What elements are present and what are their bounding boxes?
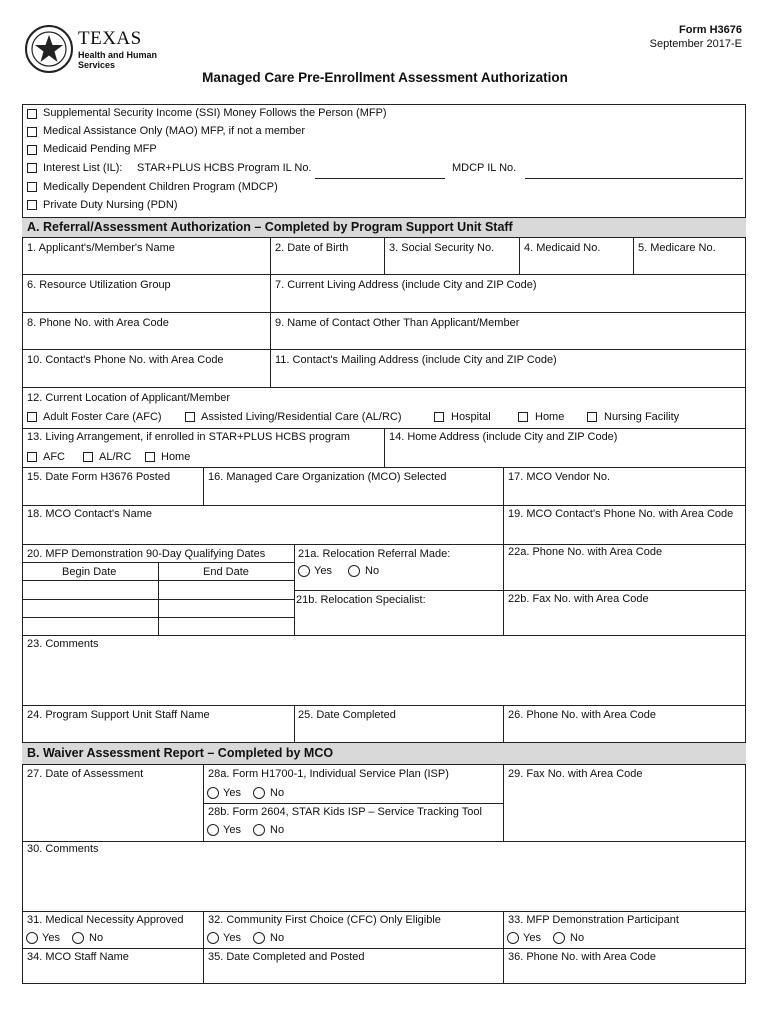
- page-title: Managed Care Pre-Enrollment Assessment Authorization: [202, 70, 568, 85]
- f21b-label: 21b. Relocation Specialist:: [296, 594, 426, 606]
- logo-texas-text: TEXAS: [78, 28, 142, 49]
- texas-seal-icon: [24, 24, 74, 74]
- current-address-field[interactable]: [270, 274, 746, 312]
- f31-label: 31. Medical Necessity Approved: [27, 914, 184, 926]
- f28a-label: 28a. Form H1700-1, Individual Service Plan (ISP): [208, 768, 449, 780]
- phone-field[interactable]: [22, 312, 270, 349]
- hhs-logo: [24, 24, 174, 74]
- form-number: Form H3676: [679, 24, 742, 36]
- comments-30-field[interactable]: [22, 841, 746, 911]
- radio-31-no[interactable]: [72, 932, 84, 944]
- f24-label: 24. Program Support Unit Staff Name: [27, 709, 210, 721]
- date-completed-field[interactable]: [294, 705, 503, 742]
- radio-33-yes[interactable]: [507, 932, 519, 944]
- f2-label: 2. Date of Birth: [275, 242, 349, 254]
- logo-sub-text-2: Services: [78, 60, 116, 70]
- mco-contact-name-field[interactable]: [22, 505, 503, 544]
- section-a-title: A. Referral/Assessment Authorization – Completed by Program Support Unit Staff: [27, 220, 513, 234]
- f26-label: 26. Phone No. with Area Code: [508, 709, 656, 721]
- f7-label: 7. Current Living Address (include City and ZIP Code): [275, 279, 537, 291]
- mdcp-label: Medically Dependent Children Program (MDCP): [43, 181, 278, 193]
- f5-label: 5. Medicare No.: [638, 242, 716, 254]
- f15-label: 15. Date Form H3676 Posted: [27, 471, 171, 483]
- rug-field[interactable]: [22, 274, 270, 312]
- mco-vendor-field[interactable]: [503, 467, 746, 505]
- loc-afc-label: Adult Foster Care (AFC): [43, 411, 162, 423]
- checkbox-loc-hospital[interactable]: [434, 412, 444, 422]
- il-star-label: STAR+PLUS HCBS Program IL No.: [137, 162, 312, 174]
- end-date-1-field[interactable]: [158, 580, 294, 599]
- mco-phone-36-field[interactable]: [503, 948, 746, 984]
- radio-21a-yes-label: Yes: [314, 565, 332, 577]
- checkbox-medicaid-pending[interactable]: [27, 145, 37, 155]
- checkbox-interest-list[interactable]: [27, 163, 37, 173]
- ssn-field[interactable]: [384, 237, 519, 274]
- f17-label: 17. MCO Vendor No.: [508, 471, 611, 483]
- mao-label: Medical Assistance Only (MAO) MFP, if not a member: [43, 125, 306, 137]
- fax-22b-field[interactable]: [503, 590, 746, 635]
- contact-name-field[interactable]: [270, 312, 746, 349]
- pdn-label: Private Duty Nursing (PDN): [43, 199, 178, 211]
- radio-28b-no-label: No: [270, 824, 285, 836]
- f34-label: 34. MCO Staff Name: [27, 951, 129, 963]
- f29-label: 29. Fax No. with Area Code: [508, 768, 643, 780]
- radio-28a-no-label: No: [270, 787, 285, 799]
- f12-label: 12. Current Location of Applicant/Member: [27, 392, 231, 404]
- begin-date-1-field[interactable]: [22, 580, 158, 599]
- begin-date-3-field[interactable]: [22, 617, 158, 635]
- comments-23-field[interactable]: [22, 635, 746, 705]
- date-posted-35-field[interactable]: [203, 948, 503, 984]
- radio-32-no[interactable]: [253, 932, 265, 944]
- begin-date-2-field[interactable]: [22, 599, 158, 617]
- begin-date-header: Begin Date: [62, 566, 117, 578]
- radio-28a-no[interactable]: [253, 787, 265, 799]
- section-b-title: B. Waiver Assessment Report – Completed by MCO: [27, 746, 334, 760]
- loc-home-label: Home: [535, 411, 565, 423]
- f1-label: 1. Applicant's/Member's Name: [27, 242, 175, 254]
- applicant-name-field[interactable]: [22, 237, 270, 274]
- date-posted-field[interactable]: [22, 467, 203, 505]
- checkbox-loc-nursing[interactable]: [587, 412, 597, 422]
- loc-nursing-label: Nursing Facility: [604, 411, 680, 423]
- radio-21a-no[interactable]: [348, 565, 360, 577]
- f21a-label: 21a. Relocation Referral Made:: [298, 548, 451, 560]
- f32-label: 32. Community First Choice (CFC) Only Eligible: [208, 914, 441, 926]
- f8-label: 8. Phone No. with Area Code: [27, 317, 169, 329]
- loc-hospital-label: Hospital: [451, 411, 491, 423]
- f3-label: 3. Social Security No.: [389, 242, 495, 254]
- end-date-3-field[interactable]: [158, 617, 294, 635]
- radio-32-yes-label: Yes: [223, 932, 241, 944]
- medicaid-no-field[interactable]: [519, 237, 633, 274]
- checkbox-mao[interactable]: [27, 127, 37, 137]
- checkbox-la-al[interactable]: [83, 452, 93, 462]
- f14-label: 14. Home Address (include City and ZIP Code): [389, 431, 618, 443]
- logo-sub-text-1: Health and Human: [78, 50, 158, 60]
- psu-phone-field[interactable]: [503, 705, 746, 742]
- radio-31-no-label: No: [89, 932, 104, 944]
- mco-selected-field[interactable]: [203, 467, 503, 505]
- f9-label: 9. Name of Contact Other Than Applicant/Member: [275, 317, 520, 329]
- f10-label: 10. Contact's Phone No. with Area Code: [27, 354, 224, 366]
- phone-22a-field[interactable]: [503, 544, 746, 590]
- end-date-2-field[interactable]: [158, 599, 294, 617]
- radio-28b-no[interactable]: [253, 824, 265, 836]
- radio-32-yes[interactable]: [207, 932, 219, 944]
- ssi-label: Supplemental Security Income (SSI) Money Follows the Person (MFP): [43, 107, 387, 119]
- f27-label: 27. Date of Assessment: [27, 768, 144, 780]
- f22b-label: 22b. Fax No. with Area Code: [508, 593, 649, 605]
- home-address-field[interactable]: [384, 428, 746, 467]
- fax-29-field[interactable]: [503, 764, 746, 841]
- f25-label: 25. Date Completed: [298, 709, 396, 721]
- form-date: September 2017-E: [649, 38, 742, 50]
- f30-label: 30. Comments: [27, 843, 99, 855]
- f33-label: 33. MFP Demonstration Participant: [508, 914, 679, 926]
- f35-label: 35. Date Completed and Posted: [208, 951, 365, 963]
- radio-21a-no-label: No: [365, 565, 380, 577]
- radio-31-yes-label: Yes: [42, 932, 60, 944]
- medicare-no-field[interactable]: [633, 237, 746, 274]
- f20-label: 20. MFP Demonstration 90-Day Qualifying Dates: [27, 548, 266, 560]
- checkbox-loc-afc[interactable]: [27, 412, 37, 422]
- la-al-label: AL/RC: [99, 451, 132, 463]
- la-home-label: Home: [161, 451, 191, 463]
- checkbox-loc-home[interactable]: [518, 412, 528, 422]
- f16-label: 16. Managed Care Organization (MCO) Selected: [208, 471, 447, 483]
- f4-label: 4. Medicaid No.: [524, 242, 601, 254]
- contact-address-field[interactable]: [270, 349, 746, 387]
- radio-21a-yes[interactable]: [298, 565, 310, 577]
- f13-label: 13. Living Arrangement, if enrolled in STAR+PLUS HCBS program: [27, 431, 350, 443]
- mco-contact-phone-field[interactable]: [503, 505, 746, 544]
- checkbox-pdn[interactable]: [27, 200, 37, 210]
- radio-32-no-label: No: [270, 932, 285, 944]
- loc-al-label: Assisted Living/Residential Care (AL/RC): [201, 411, 402, 423]
- radio-31-yes[interactable]: [26, 932, 38, 944]
- f18-label: 18. MCO Contact's Name: [27, 508, 152, 520]
- il-mdcp-label: MDCP IL No.: [452, 162, 517, 174]
- f11-label: 11. Contact's Mailing Address (include City and ZIP Code): [275, 354, 557, 366]
- star-il-number-field[interactable]: [315, 178, 445, 179]
- relocation-specialist-field[interactable]: [294, 590, 503, 635]
- checkbox-ssi[interactable]: [27, 109, 37, 119]
- mco-staff-name-field[interactable]: [22, 948, 203, 984]
- la-afc-label: AFC: [43, 451, 65, 463]
- psu-staff-name-field[interactable]: [22, 705, 294, 742]
- checkbox-la-home[interactable]: [145, 452, 155, 462]
- radio-33-no[interactable]: [553, 932, 565, 944]
- mdcp-il-number-field[interactable]: [525, 178, 743, 179]
- radio-28a-yes[interactable]: [207, 787, 219, 799]
- dob-field[interactable]: [270, 237, 384, 274]
- contact-phone-field[interactable]: [22, 349, 270, 387]
- checkbox-mdcp[interactable]: [27, 182, 37, 192]
- f36-label: 36. Phone No. with Area Code: [508, 951, 656, 963]
- f28b-label: 28b. Form 2604, STAR Kids ISP – Service Tracking Tool: [208, 806, 482, 818]
- f22a-label: 22a. Phone No. with Area Code: [508, 546, 663, 558]
- f19-label: 19. MCO Contact's Phone No. with Area Code: [508, 508, 734, 520]
- f6-label: 6. Resource Utilization Group: [27, 279, 171, 291]
- checkbox-loc-al[interactable]: [185, 412, 195, 422]
- checkbox-la-afc[interactable]: [27, 452, 37, 462]
- radio-33-no-label: No: [570, 932, 585, 944]
- pending-label: Medicaid Pending MFP: [43, 143, 157, 155]
- il-label: Interest List (IL):: [43, 162, 123, 174]
- radio-33-yes-label: Yes: [523, 932, 541, 944]
- radio-28a-yes-label: Yes: [223, 787, 241, 799]
- radio-28b-yes-label: Yes: [223, 824, 241, 836]
- assessment-date-field[interactable]: [22, 764, 203, 841]
- radio-28b-yes[interactable]: [207, 824, 219, 836]
- end-date-header: End Date: [203, 566, 249, 578]
- f23-label: 23. Comments: [27, 638, 99, 650]
